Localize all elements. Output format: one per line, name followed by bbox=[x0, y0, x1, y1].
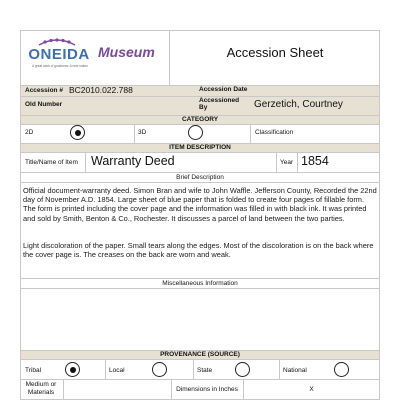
description-paragraph-2[interactable]: Light discoloration of the paper. Small tears along the edges. Most of the discoloration is on the back where the cover page is. The creases on the back are worn and weak. bbox=[23, 241, 374, 260]
title-label: Title/Name of Item bbox=[25, 159, 78, 166]
category-3d-radio[interactable] bbox=[188, 125, 203, 140]
year-value[interactable]: 1854 bbox=[301, 154, 329, 168]
accession-date-label: Accession Date bbox=[199, 86, 248, 93]
provenance-national-radio[interactable] bbox=[334, 362, 349, 377]
logo-tagline: A great work of goodness: A new nation bbox=[32, 64, 88, 68]
category-heading: CATEGORY bbox=[181, 116, 219, 123]
oneida-logo bbox=[25, 35, 95, 79]
accessioned-by-label: Accessioned By bbox=[199, 97, 240, 111]
provenance-tribal-label: Tribal bbox=[25, 367, 42, 374]
category-2d-label: 2D bbox=[25, 129, 34, 136]
provenance-state-label: State bbox=[197, 367, 213, 374]
accession-number-value[interactable]: BC2010.022.788 bbox=[69, 85, 133, 95]
museum-label: Museum bbox=[98, 44, 155, 60]
category-3d-label: 3D bbox=[138, 129, 147, 136]
medium-materials-label: Medium or Materials bbox=[25, 381, 57, 396]
year-label: Year bbox=[280, 159, 294, 166]
logo-wordmark: ONEIDA bbox=[28, 46, 90, 63]
classification-label: Classification bbox=[255, 129, 294, 136]
old-number-label: Old Number bbox=[25, 101, 63, 108]
accession-sheet bbox=[20, 30, 380, 400]
title-value[interactable]: Warranty Deed bbox=[91, 154, 175, 168]
item-description-heading: ITEM DESCRIPTION bbox=[169, 144, 231, 151]
dimensions-separator: X bbox=[309, 386, 314, 393]
sheet-title: Accession Sheet bbox=[226, 45, 324, 60]
provenance-local-label: Local bbox=[109, 367, 125, 374]
dimensions-label: Dimensions in Inches bbox=[176, 386, 238, 393]
accessioned-by-value[interactable]: Gerzetich, Courtney bbox=[254, 99, 343, 110]
provenance-state-radio[interactable] bbox=[235, 362, 250, 377]
category-2d-radio[interactable] bbox=[70, 125, 85, 140]
misc-info-field[interactable] bbox=[21, 289, 379, 349]
provenance-national-label: National bbox=[283, 367, 307, 374]
description-paragraph-1[interactable]: Official document-warranty deed. Simon Bran and wife to John Waffle. Jefferson County, Recorded the 22nd day of November A.D. 1854. Large sheet of blue paper that is folded to create four pages of fillable form. The form is printed including the cover page and the information was filled in with black ink. It was printed and sold by Smith, Benton & Co., Rochester. It discusses a parcel of land between the two parties. bbox=[23, 186, 377, 223]
provenance-local-radio[interactable] bbox=[152, 362, 167, 377]
provenance-heading: PROVENANCE (SOURCE) bbox=[160, 351, 240, 358]
medium-materials-field[interactable] bbox=[64, 380, 170, 399]
provenance-tribal-radio[interactable] bbox=[65, 362, 80, 377]
accession-number-label: Accession # bbox=[25, 87, 63, 94]
misc-info-label: Miscellaneous Information bbox=[162, 280, 238, 287]
brief-description-label: Brief Description bbox=[176, 174, 224, 181]
